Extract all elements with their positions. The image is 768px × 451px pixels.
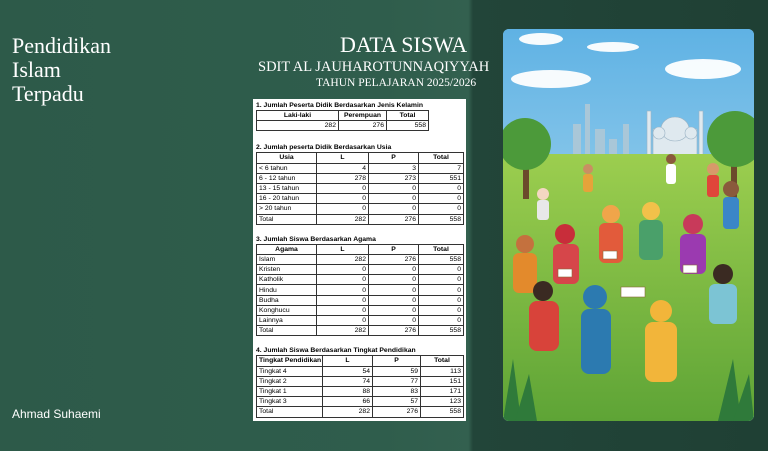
table-cell: 4 [317, 163, 369, 173]
religion-section-title: 3. Jumlah Siswa Berdasarkan Agama [256, 235, 376, 243]
table-cell: 278 [317, 173, 369, 183]
table-cell: 558 [387, 121, 429, 131]
table-cell: 0 [317, 194, 369, 204]
table-cell: 0 [369, 265, 419, 275]
table-row [257, 163, 464, 173]
table-cell: Total [257, 326, 317, 336]
table-row [257, 285, 464, 295]
table-cell: 0 [369, 275, 419, 285]
table-total-row [257, 326, 464, 336]
table-cell: Tingkat 2 [257, 376, 323, 386]
table-header: Tingkat Pendidikan [257, 356, 323, 366]
table-header-row [257, 153, 464, 163]
table-row [257, 376, 464, 386]
table-cell: 0 [317, 275, 369, 285]
table-row [257, 183, 464, 193]
table-cell: Total [257, 214, 317, 224]
table-row [257, 316, 464, 326]
table-cell: 551 [419, 173, 464, 183]
table-cell: 0 [317, 204, 369, 214]
table-header: Total [419, 244, 464, 254]
table-header: Total [419, 153, 464, 163]
table-header-row [257, 356, 464, 366]
table-cell: 0 [369, 285, 419, 295]
cover-title-line-2: Islam [12, 57, 61, 82]
table-cell: 558 [419, 326, 464, 336]
table-row [257, 386, 464, 396]
table-header: P [373, 356, 421, 366]
table-cell: 6 - 12 tahun [257, 173, 317, 183]
table-cell: 0 [317, 265, 369, 275]
table-header: Laki-laki [257, 111, 339, 121]
table-cell: 0 [419, 285, 464, 295]
illustration-scene [503, 29, 754, 421]
table-cell: Katholik [257, 275, 317, 285]
table-cell: 171 [421, 386, 464, 396]
students-illustration [503, 29, 754, 421]
table-cell: 59 [373, 366, 421, 376]
table-cell: 558 [419, 214, 464, 224]
table-header: Agama [257, 244, 317, 254]
table-cell: Kristen [257, 265, 317, 275]
table-header: P [369, 153, 419, 163]
table-cell: 558 [419, 254, 464, 264]
data-sheet [253, 99, 466, 421]
table-cell: Lainnya [257, 316, 317, 326]
table-cell: 0 [317, 285, 369, 295]
author-name: Ahmad Suhaemi [12, 407, 101, 421]
table-row [257, 194, 464, 204]
table-cell: Tingkat 4 [257, 366, 323, 376]
page-title: DATA SISWA [340, 32, 468, 57]
age-table [256, 152, 464, 224]
cover-title-line-3: Terpadu [12, 81, 84, 106]
table-cell: 276 [369, 254, 419, 264]
table-cell: 7 [419, 163, 464, 173]
table-header: P [369, 244, 419, 254]
table-total-row [257, 214, 464, 224]
table-cell: Tingkat 3 [257, 397, 323, 407]
table-cell: 0 [317, 305, 369, 315]
table-cell: 0 [419, 305, 464, 315]
table-cell: 0 [419, 183, 464, 193]
table-cell: 0 [369, 305, 419, 315]
gender-section-title: 1. Jumlah Peserta Didik Berdasarkan Jenis Kelamin [256, 102, 423, 109]
gender-table [256, 110, 429, 131]
table-cell: Islam [257, 254, 317, 264]
table-row [257, 121, 429, 131]
table-cell: 66 [323, 397, 373, 407]
table-cell: 83 [373, 386, 421, 396]
table-row [257, 265, 464, 275]
table-row [257, 366, 464, 376]
table-cell: 282 [323, 407, 373, 417]
table-cell: > 20 tahun [257, 204, 317, 214]
table-cell: 57 [373, 397, 421, 407]
grade-table [256, 355, 464, 417]
academic-year: TAHUN PELAJARAN 2025/2026 [316, 77, 477, 89]
table-cell: 74 [323, 376, 373, 386]
table-cell: 276 [369, 326, 419, 336]
table-cell: 0 [419, 204, 464, 214]
table-cell: 0 [419, 316, 464, 326]
table-row [257, 254, 464, 264]
table-cell: 0 [419, 295, 464, 305]
table-row [257, 397, 464, 407]
table-cell: 0 [369, 204, 419, 214]
school-name: SDIT AL JAUHAROTUNNAQIYYAH [258, 59, 490, 75]
cover-title [12, 34, 111, 106]
table-header: L [317, 244, 369, 254]
table-cell: 13 - 15 tahun [257, 183, 317, 193]
table-cell: < 6 tahun [257, 163, 317, 173]
table-cell: 273 [369, 173, 419, 183]
table-header: Perempuan [339, 111, 387, 121]
table-cell: 123 [421, 397, 464, 407]
grade-section-title: 4. Jumlah Siswa Berdasarkan Tingkat Pendidikan [256, 347, 416, 355]
table-header: Total [421, 356, 464, 366]
age-section-title: 2. Jumlah peserta Didik Berdasarkan Usia [256, 144, 392, 152]
table-cell: 0 [419, 275, 464, 285]
table-cell: 282 [317, 326, 369, 336]
table-cell: 77 [373, 376, 421, 386]
table-header: Total [387, 111, 429, 121]
table-cell: Total [257, 407, 323, 417]
table-cell: 0 [369, 194, 419, 204]
religion-table [256, 244, 464, 337]
table-row [257, 173, 464, 183]
table-cell: 276 [369, 214, 419, 224]
table-header-row [257, 111, 429, 121]
table-cell: 276 [339, 121, 387, 131]
table-cell: 0 [317, 295, 369, 305]
table-cell: 276 [373, 407, 421, 417]
table-cell: 282 [317, 254, 369, 264]
table-total-row [257, 407, 464, 417]
table-cell: Tingkat 1 [257, 386, 323, 396]
table-cell: 0 [369, 295, 419, 305]
table-cell: 88 [323, 386, 373, 396]
table-cell: 0 [419, 265, 464, 275]
table-header: L [317, 153, 369, 163]
table-cell: 0 [317, 316, 369, 326]
table-cell: 151 [421, 376, 464, 386]
table-cell: 113 [421, 366, 464, 376]
table-cell: Konghucu [257, 305, 317, 315]
table-cell: 282 [257, 121, 339, 131]
table-cell: Budha [257, 295, 317, 305]
table-cell: 16 - 20 tahun [257, 194, 317, 204]
table-cell: 0 [419, 194, 464, 204]
table-row [257, 275, 464, 285]
table-cell: Hindu [257, 285, 317, 295]
table-row [257, 295, 464, 305]
table-cell: 0 [369, 316, 419, 326]
table-cell: 0 [317, 183, 369, 193]
table-cell: 0 [369, 183, 419, 193]
cover-title-line-1: Pendidikan [12, 33, 111, 58]
table-row [257, 305, 464, 315]
table-header: L [323, 356, 373, 366]
table-header-row [257, 244, 464, 254]
table-row [257, 204, 464, 214]
table-header: Usia [257, 153, 317, 163]
table-cell: 54 [323, 366, 373, 376]
table-cell: 558 [421, 407, 464, 417]
table-cell: 3 [369, 163, 419, 173]
table-cell: 282 [317, 214, 369, 224]
